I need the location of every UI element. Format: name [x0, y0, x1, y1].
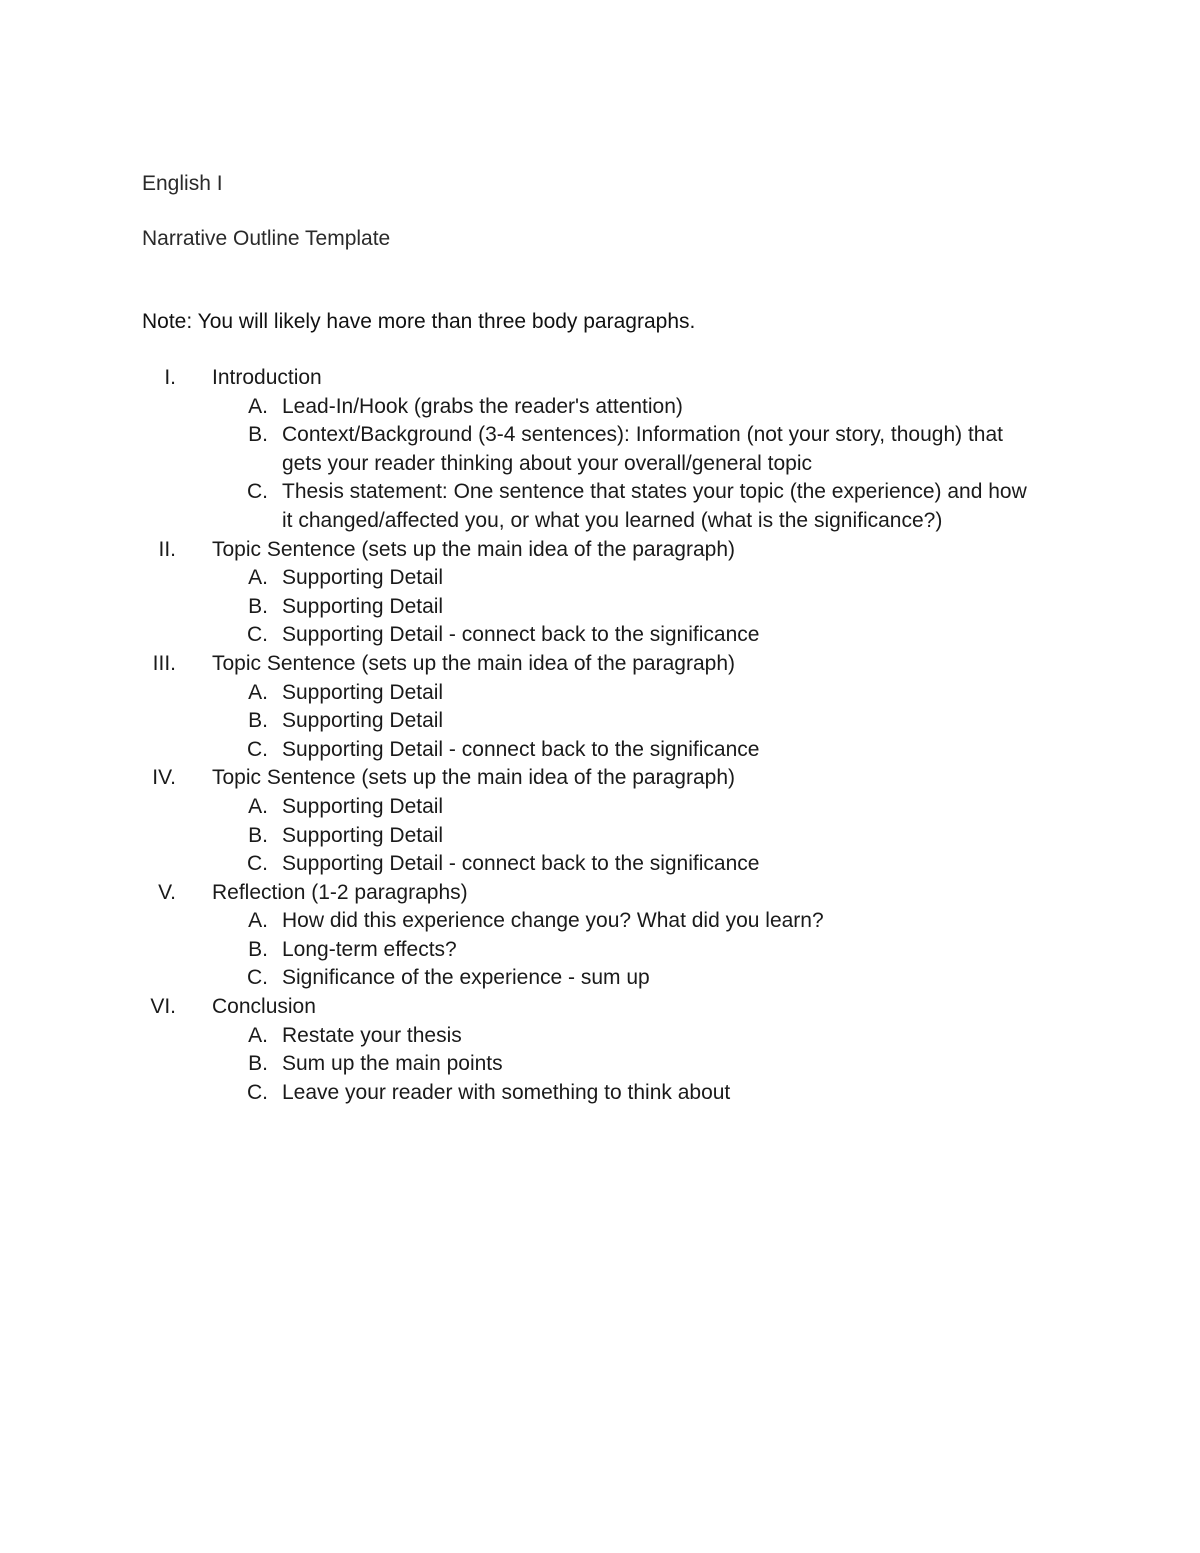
roman-numeral: II. — [158, 537, 176, 561]
item-text: Supporting Detail - connect back to the significance — [282, 623, 760, 647]
item-letter: A. — [248, 1023, 268, 1047]
item-text: Supporting Detail — [282, 566, 444, 590]
item-letter: A. — [248, 680, 268, 704]
outline-item — [0, 708, 1200, 737]
outline-item — [0, 794, 1200, 823]
outline-item — [0, 479, 1200, 508]
outline-item — [0, 1080, 1200, 1109]
outline-item — [0, 1023, 1200, 1052]
item-text: it changed/affected you, or what you learned (what is the significance?) — [282, 508, 943, 532]
item-text: Supporting Detail — [282, 680, 444, 704]
item-text: Leave your reader with something to think about — [282, 1080, 731, 1104]
item-text: Supporting Detail — [282, 794, 444, 818]
outline-heading-line — [0, 537, 1200, 566]
item-text: Supporting Detail — [282, 709, 444, 733]
outline-item — [0, 394, 1200, 423]
roman-numeral: IV. — [152, 766, 176, 790]
document-title: Narrative Outline Template — [142, 227, 391, 250]
roman-numeral: V. — [158, 880, 176, 904]
outline-heading-line — [0, 765, 1200, 794]
item-letter: A. — [248, 794, 268, 818]
item-letter: B. — [248, 823, 268, 847]
outline-heading: Introduction — [212, 366, 322, 389]
outline-item — [0, 965, 1200, 994]
note-text: Note: You will likely have more than three body paragraphs. — [142, 310, 696, 333]
item-letter: A. — [248, 566, 268, 590]
outline-item — [0, 737, 1200, 766]
outline-item — [0, 908, 1200, 937]
outline-section — [0, 994, 1200, 1108]
outline-heading-line — [0, 365, 1200, 394]
outline-section — [0, 765, 1200, 879]
roman-numeral: I. — [164, 366, 176, 389]
outline-section — [0, 537, 1200, 651]
outline-item — [0, 565, 1200, 594]
item-text: Supporting Detail - connect back to the significance — [282, 852, 760, 876]
item-letter: C. — [247, 737, 268, 761]
outline-item — [0, 823, 1200, 852]
outline-heading: Topic Sentence (sets up the main idea of the paragraph) — [212, 537, 735, 561]
outline-item — [0, 851, 1200, 880]
roman-numeral: VI. — [150, 995, 176, 1019]
item-letter: C. — [247, 966, 268, 990]
item-letter: C. — [247, 852, 268, 876]
item-letter: C. — [247, 623, 268, 647]
item-text: Supporting Detail — [282, 823, 444, 847]
outline-item — [0, 680, 1200, 709]
item-text: Lead-In/Hook (grabs the reader's attention) — [282, 394, 683, 418]
roman-numeral: III. — [152, 651, 176, 675]
item-text: Supporting Detail — [282, 594, 444, 618]
outline-item-continuation — [0, 451, 1200, 480]
outline-item-continuation — [0, 508, 1200, 537]
item-letter: C. — [247, 480, 268, 504]
item-text: Significance of the experience - sum up — [282, 966, 650, 990]
outline-heading: Conclusion — [212, 995, 316, 1019]
item-letter: A. — [248, 394, 268, 418]
outline-item — [0, 622, 1200, 651]
item-text: Context/Background (3-4 sentences): Information (not your story, though) that — [282, 423, 1003, 447]
outline-heading: Topic Sentence (sets up the main idea of the paragraph) — [212, 766, 735, 790]
outline-item — [0, 422, 1200, 451]
item-text: How did this experience change you? What did you learn? — [282, 909, 824, 933]
item-letter: B. — [248, 1052, 268, 1076]
outline-heading-line — [0, 880, 1200, 909]
item-letter: B. — [248, 594, 268, 618]
outline-item — [0, 1051, 1200, 1080]
item-text: Long-term effects? — [282, 937, 457, 961]
item-text: Restate your thesis — [282, 1023, 462, 1047]
item-letter: C. — [247, 1080, 268, 1104]
item-letter: A. — [248, 909, 268, 933]
outline-section — [0, 651, 1200, 765]
item-text: Supporting Detail - connect back to the significance — [282, 737, 760, 761]
item-text: gets your reader thinking about your overall/general topic — [282, 451, 812, 475]
outline-heading: Topic Sentence (sets up the main idea of the paragraph) — [212, 651, 735, 675]
item-letter: B. — [248, 709, 268, 733]
outline-list — [0, 365, 1200, 1108]
outline-heading-line — [0, 651, 1200, 680]
outline-item — [0, 937, 1200, 966]
item-letter: B. — [248, 937, 268, 961]
item-letter: B. — [248, 423, 268, 447]
outline-section — [0, 365, 1200, 537]
outline-item — [0, 594, 1200, 623]
outline-section — [0, 880, 1200, 994]
outline-heading: Reflection (1-2 paragraphs) — [212, 880, 468, 904]
outline-heading-line — [0, 994, 1200, 1023]
item-text: Sum up the main points — [282, 1052, 503, 1076]
course-name: English I — [142, 172, 223, 195]
item-text: Thesis statement: One sentence that states your topic (the experience) and how — [282, 480, 1027, 504]
